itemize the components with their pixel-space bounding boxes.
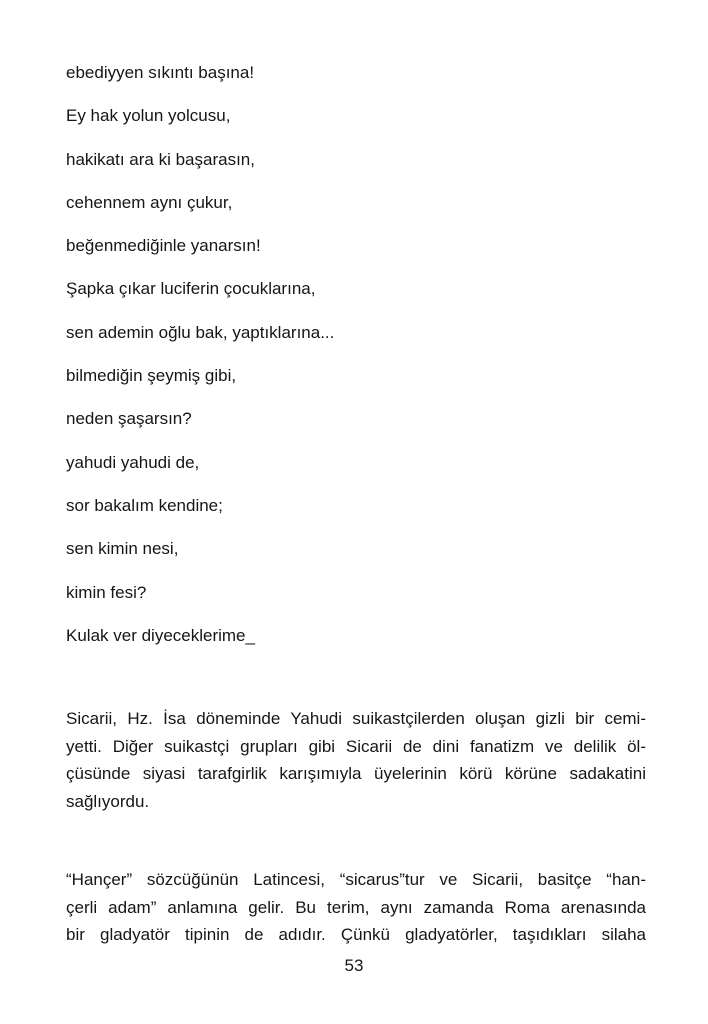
poem-line-2: Ey hak yolun yolcusu,	[66, 106, 231, 126]
paragraph-sicarii-line-3: çüsünde siyasi tarafgirlik karışımıyla üyelerinin körü körüne sadakatini	[66, 764, 646, 783]
poem-line-13: kimin fesi?	[66, 582, 147, 602]
paragraph-hancer-line-2: çerli adam” anlamına gelir. Bu terim, aynı zamanda Roma arenasında	[66, 897, 646, 917]
poem-line-10: yahudi yahudi de,	[66, 452, 200, 472]
poem-block	[66, 51, 666, 657]
paragraph-hancer	[66, 866, 646, 949]
paragraph-hancer-line-1: “Hançer” sözcüğünün Latincesi, “sicarus”tur ve Sicarii, basitçe “han-	[66, 870, 646, 889]
paragraph-sicarii-line-1: Sicarii, Hz. İsa döneminde Yahudi suikastçilerden oluşan gizli bir cemi-	[66, 709, 646, 728]
paragraph-hancer-line-3: bir gladyatör tipinin de adıdır. Çünkü gladyatörler, taşıdıkları silaha	[66, 925, 646, 944]
page-number: 53	[344, 956, 364, 975]
paragraph-sicarii	[66, 705, 646, 815]
poem-line-1: ebediyyen sıkıntı başına!	[66, 63, 255, 82]
poem-line-9: neden şaşarsın?	[66, 409, 192, 429]
poem-line-14: Kulak ver diyeceklerime_	[66, 625, 255, 645]
poem-line-11: sor bakalım kendine;	[66, 495, 223, 515]
poem-line-3: hakikatı ara ki başarasın,	[66, 149, 255, 169]
paragraph-sicarii-line-2: yetti. Diğer suikastçi grupları gibi Sicarii de dini fanatizm ve delilik öl-	[66, 736, 646, 756]
paragraph-sicarii-line-4: sağlıyordu.	[66, 791, 150, 811]
poem-line-4: cehennem aynı çukur,	[66, 192, 233, 212]
poem-line-12: sen kimin nesi,	[66, 539, 179, 559]
poem-line-6: Şapka çıkar luciferin çocuklarına,	[66, 279, 316, 299]
poem-line-5: beğenmediğinle yanarsın!	[66, 236, 261, 256]
poem-line-8: bilmediğin şeymiş gibi,	[66, 366, 237, 386]
poem-line-7: sen ademin oğlu bak, yaptıklarına...	[66, 322, 335, 342]
